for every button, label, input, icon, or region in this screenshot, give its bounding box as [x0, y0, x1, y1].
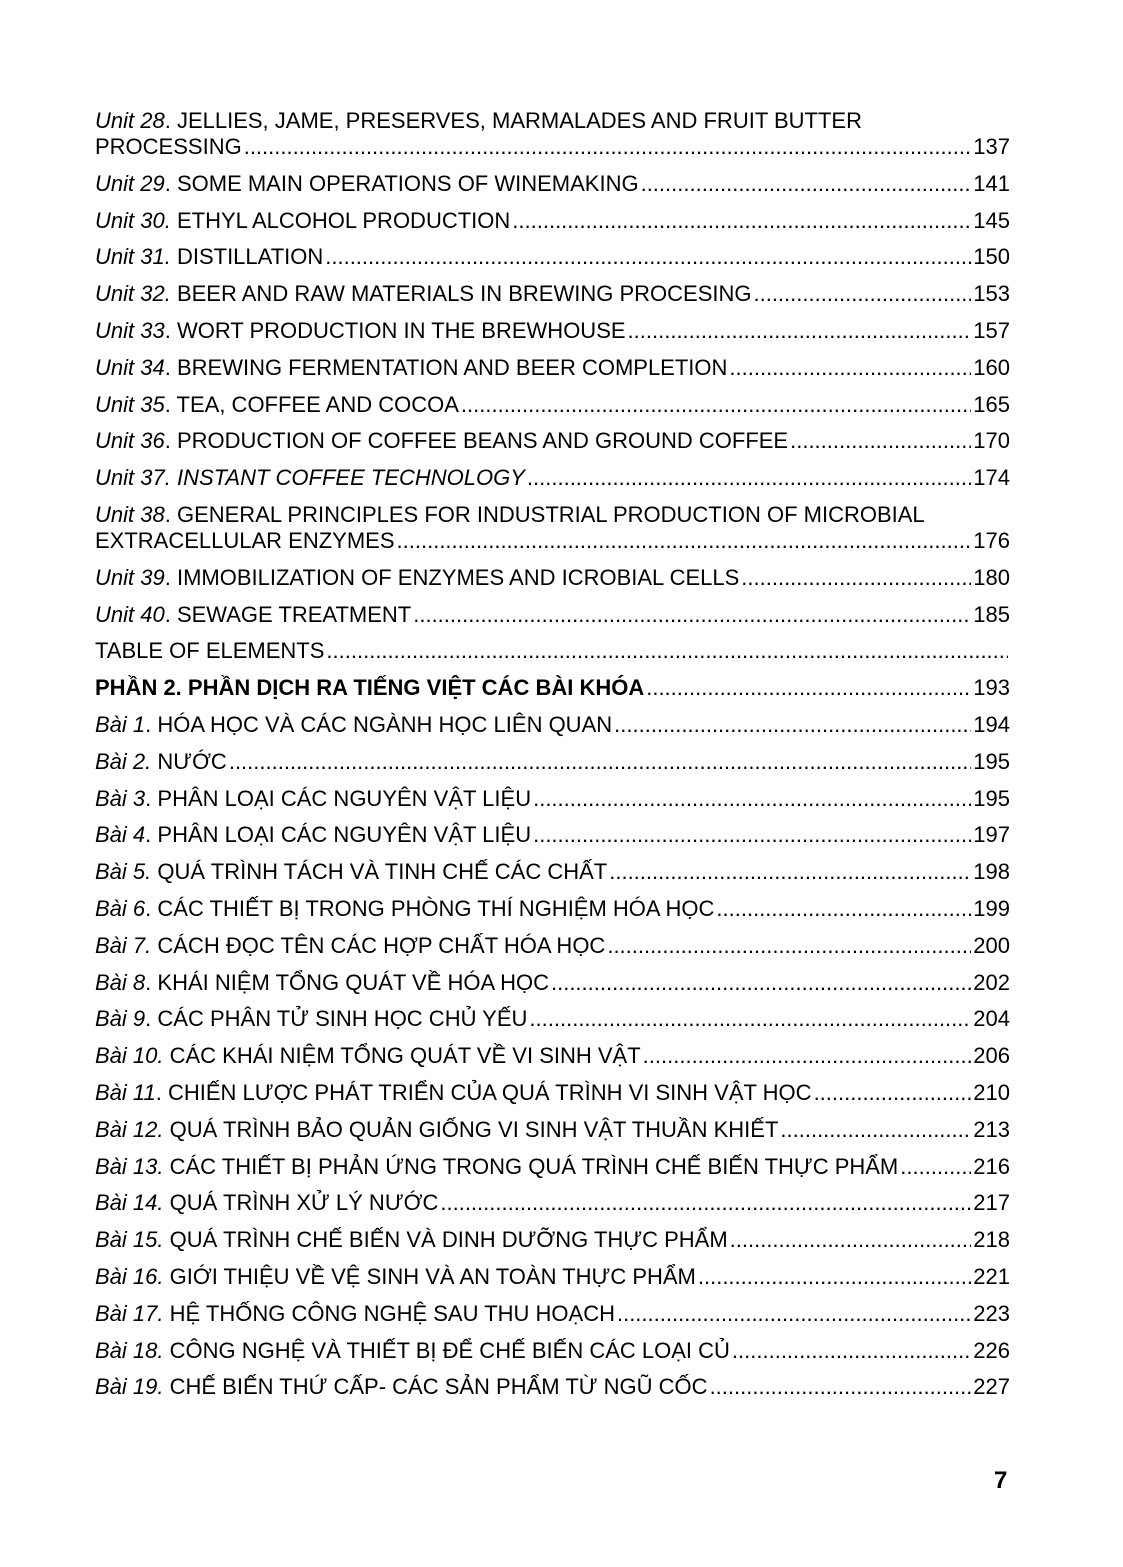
toc-entry-separator: .	[145, 711, 158, 737]
dot-leader	[617, 1301, 971, 1327]
toc-entry[interactable]	[95, 108, 1010, 160]
toc-entry[interactable]	[95, 1264, 1010, 1290]
toc-entry-page: 210	[973, 1079, 1010, 1105]
toc-entry-label: Bài 13.	[95, 1153, 164, 1179]
toc-entry-label: Unit 29	[95, 170, 165, 196]
dot-leader	[413, 602, 971, 628]
toc-entry-label: Unit 35	[95, 391, 165, 417]
toc-entry-label: Bài 19.	[95, 1374, 164, 1400]
toc-entry-page: 221	[973, 1263, 1010, 1289]
dot-leader	[716, 896, 971, 922]
toc-entry[interactable]	[95, 1301, 1010, 1327]
toc-entry-title: GIỚI THIỆU VỀ VỆ SINH VÀ AN TOÀN THỰC PHẨM	[169, 1263, 696, 1289]
toc-entry-label: Bài 8	[95, 969, 146, 995]
dot-leader	[529, 1006, 971, 1032]
toc-entry-page: 195	[973, 748, 1010, 774]
toc-entry[interactable]	[95, 1043, 1010, 1069]
toc-entry[interactable]	[95, 392, 1010, 418]
dot-leader	[729, 355, 971, 381]
toc-entry-page: 145	[973, 207, 1010, 233]
toc-entry-label: Unit 39	[95, 564, 165, 590]
toc-entry-separator: .	[145, 895, 158, 921]
toc-entry-separator: .	[164, 317, 177, 343]
toc-entry-separator: .	[155, 1079, 168, 1105]
toc-entry-title: WORT PRODUCTION IN THE BREWHOUSE	[176, 317, 626, 343]
toc-entry-page: 217	[973, 1190, 1010, 1216]
toc-entry-title-line1: GENERAL PRINCIPLES FOR INDUSTRIAL PRODUCTION OF MICROBIAL	[176, 501, 925, 527]
toc-entry-label: Bài 4	[95, 822, 146, 848]
toc-entry-title: PHÂN LOẠI CÁC NGUYÊN VẬT LIỆU	[157, 785, 532, 811]
toc-entry-title: CÁCH ĐỌC TÊN CÁC HỢP CHẤT HÓA HỌC	[157, 932, 606, 958]
toc-entry-title: TEA, COFFEE AND COCOA	[176, 391, 459, 417]
dot-leader	[900, 1154, 971, 1180]
toc-entry-label: Bài 17.	[95, 1300, 164, 1326]
dot-leader	[397, 528, 972, 554]
toc-entry-title: CÁC THIẾT BỊ TRONG PHÒNG THÍ NGHIỆM HÓA HỌC	[157, 895, 715, 921]
dot-leader	[753, 281, 971, 307]
toc-entry-page: 141	[973, 170, 1010, 196]
toc-entry-title: SOME MAIN OPERATIONS OF WINEMAKING	[176, 170, 639, 196]
toc-entry-title: CÔNG NGHỆ VÀ THIẾT BỊ ĐỂ CHẾ BIẾN CÁC LOẠI CỦ	[169, 1337, 730, 1363]
dot-leader	[609, 859, 971, 885]
toc-entry-page: 218	[973, 1227, 1010, 1253]
toc-entry[interactable]	[95, 822, 1010, 848]
toc-entry-page: 223	[973, 1300, 1010, 1326]
dot-leader	[641, 171, 972, 197]
toc-entry-page: 202	[973, 969, 1010, 995]
toc-entry-label: Unit 32.	[95, 281, 171, 307]
toc-entry-label: Unit 33	[95, 317, 165, 343]
toc-entry-label: Bài 7.	[95, 932, 152, 958]
toc-entry-page: 176	[973, 527, 1010, 553]
toc-entry-page: 185	[973, 601, 1010, 627]
toc-entry-title-line1: JELLIES, JAME, PRESERVES, MARMALADES AND FRUIT BUTTER	[176, 108, 862, 133]
dot-leader	[710, 1374, 972, 1400]
dot-leader	[461, 392, 971, 418]
toc-entry[interactable]	[95, 1117, 1010, 1143]
toc-entry-separator: .	[164, 601, 177, 627]
toc-entry[interactable]	[95, 171, 1010, 197]
toc-entry[interactable]	[95, 859, 1010, 885]
toc-entry-title: CÁC KHÁI NIỆM TỔNG QUÁT VỀ VI SINH VẬT	[169, 1043, 641, 1069]
dot-leader	[533, 786, 971, 812]
toc-entry-separator: .	[145, 1006, 158, 1032]
toc-entry-page: 150	[973, 244, 1010, 270]
toc-entry-page: 193	[973, 675, 1010, 701]
toc-entry-label: Unit 38	[95, 501, 165, 527]
toc-entry-label: Bài 16.	[95, 1263, 164, 1289]
dot-leader	[440, 1190, 971, 1216]
toc-entry-title: ETHYL ALCOHOL PRODUCTION	[176, 207, 511, 233]
dot-leader	[732, 1338, 971, 1364]
toc-entry-title: PHÂN LOẠI CÁC NGUYÊN VẬT LIỆU	[157, 822, 532, 848]
toc-entry-title: BREWING FERMENTATION AND BEER COMPLETION	[176, 354, 728, 380]
dot-leader	[814, 1080, 972, 1106]
table-of-contents	[95, 108, 1010, 1411]
toc-entry-title: TABLE OF ELEMENTS	[95, 638, 325, 664]
toc-entry-title: QUÁ TRÌNH TÁCH VÀ TINH CHẾ CÁC CHẤT	[157, 859, 608, 885]
toc-entry-separator: .	[164, 564, 177, 590]
dot-leader	[628, 318, 972, 344]
toc-entry[interactable]	[95, 208, 1010, 234]
toc-entry-label: Unit 36	[95, 428, 165, 454]
toc-entry-page: 200	[973, 932, 1010, 958]
toc-entry-title: EXTRACELLULAR ENZYMES	[95, 527, 395, 553]
page-number: 7	[994, 1467, 1008, 1494]
dot-leader	[326, 638, 1008, 664]
toc-entry[interactable]	[95, 638, 1010, 664]
toc-entry-label: Bài 11	[95, 1079, 156, 1105]
toc-entry-page: 165	[973, 391, 1010, 417]
toc-entry-separator: .	[145, 822, 158, 848]
toc-entry-separator: .	[164, 108, 177, 133]
toc-entry-title: CÁC THIẾT BỊ PHẢN ỨNG TRONG QUÁ TRÌNH CHẾ BIẾN THỰC PHẨM	[169, 1153, 899, 1179]
toc-entry-page: 137	[973, 134, 1010, 159]
dot-leader	[790, 428, 971, 454]
toc-entry-title: IMMOBILIZATION OF ENZYMES AND ICROBIAL CELLS	[176, 564, 740, 590]
dot-leader	[325, 244, 971, 270]
toc-entry-title: HỆ THỐNG CÔNG NGHỆ SAU THU HOẠCH	[169, 1300, 615, 1326]
toc-entry-label: Bài 2.	[95, 748, 152, 774]
toc-entry-separator: .	[164, 501, 177, 527]
dot-leader	[614, 712, 971, 738]
toc-entry-label: Bài 5.	[95, 859, 152, 885]
toc-entry-page: 157	[973, 317, 1010, 343]
toc-entry-title: BEER AND RAW MATERIALS IN BREWING PROCESING	[176, 281, 752, 307]
toc-entry-page: 174	[973, 465, 1010, 491]
dot-leader	[533, 822, 971, 848]
toc-entry-label: Bài 6	[95, 895, 146, 921]
toc-entry-label: Bài 10.	[95, 1043, 164, 1069]
toc-entry-separator: .	[164, 391, 177, 417]
toc-entry-page: 204	[973, 1006, 1010, 1032]
toc-entry-label: Unit 34	[95, 354, 165, 380]
toc-entry-title: PHẦN 2. PHẦN DỊCH RA TIẾNG VIỆT CÁC BÀI KHÓA	[95, 675, 645, 701]
toc-entry-page: 206	[973, 1043, 1010, 1069]
toc-entry-page: 197	[973, 822, 1010, 848]
toc-entry-separator: .	[164, 428, 177, 454]
toc-entry-label: Bài 14.	[95, 1190, 164, 1216]
toc-entry[interactable]	[95, 355, 1010, 381]
toc-entry-label: Unit 37.	[95, 465, 171, 491]
dot-leader	[741, 565, 971, 591]
toc-entry[interactable]	[95, 465, 1010, 491]
toc-entry-page: 180	[973, 564, 1010, 590]
toc-entry[interactable]	[95, 675, 1010, 701]
toc-entry-label: Bài 18.	[95, 1337, 164, 1363]
toc-entry[interactable]	[95, 502, 1010, 554]
toc-entry[interactable]	[95, 786, 1010, 812]
toc-entry-title: HÓA HỌC VÀ CÁC NGÀNH HỌC LIÊN QUAN	[157, 711, 613, 737]
dot-leader	[527, 465, 971, 491]
toc-entry-label: Bài 15.	[95, 1227, 164, 1253]
toc-entry-page: 160	[973, 354, 1010, 380]
toc-entry-label: Bài 1	[95, 711, 146, 737]
toc-entry-title: DISTILLATION	[176, 244, 324, 270]
toc-entry-label: Bài 3	[95, 785, 146, 811]
dot-leader	[229, 749, 971, 775]
toc-entry[interactable]	[95, 1006, 1010, 1032]
toc-entry-separator: .	[145, 969, 158, 995]
toc-entry-title: QUÁ TRÌNH BẢO QUẢN GIỐNG VI SINH VẬT THUẦN KHIẾT	[169, 1116, 779, 1142]
toc-entry[interactable]	[95, 428, 1010, 454]
toc-entry-page: 194	[973, 711, 1010, 737]
dot-leader	[730, 1227, 972, 1253]
toc-entry-title: QUÁ TRÌNH XỬ LÝ NƯỚC	[169, 1190, 439, 1216]
dot-leader	[698, 1264, 971, 1290]
toc-entry[interactable]	[95, 1080, 1010, 1106]
toc-entry-page: 199	[973, 895, 1010, 921]
toc-entry[interactable]	[95, 281, 1010, 307]
toc-entry-title: SEWAGE TREATMENT	[176, 601, 412, 627]
dot-leader	[643, 1043, 972, 1069]
toc-entry-page: 170	[973, 428, 1010, 454]
toc-entry-title: NƯỚC	[157, 748, 227, 774]
toc-entry[interactable]	[95, 896, 1010, 922]
toc-entry[interactable]	[95, 1227, 1010, 1253]
toc-entry-title: PROCESSING	[95, 134, 242, 159]
toc-entry-page: 198	[973, 859, 1010, 885]
toc-entry-page: 213	[973, 1116, 1010, 1142]
toc-entry-label: Unit 40	[95, 601, 165, 627]
toc-entry-title: CÁC PHÂN TỬ SINH HỌC CHỦ YẾU	[157, 1006, 528, 1032]
toc-entry[interactable]	[95, 1190, 1010, 1216]
toc-entry-label: Bài 12.	[95, 1116, 164, 1142]
toc-entry-page: 153	[973, 281, 1010, 307]
toc-entry-page: 195	[973, 785, 1010, 811]
toc-entry[interactable]	[95, 1338, 1010, 1364]
dot-leader	[512, 208, 971, 234]
toc-entry-title: INSTANT COFFEE TECHNOLOGY	[176, 465, 525, 491]
toc-entry-title: KHÁI NIỆM TỔNG QUÁT VỀ HÓA HỌC	[157, 969, 549, 995]
toc-entry-title: CHẾ BIẾN THỨ CẤP- CÁC SẢN PHẨM TỪ NGŨ CỐC	[169, 1374, 708, 1400]
toc-entry-label: Unit 30.	[95, 207, 171, 233]
toc-entry[interactable]	[95, 565, 1010, 591]
toc-entry-page: 216	[973, 1153, 1010, 1179]
toc-entry[interactable]	[95, 970, 1010, 996]
dot-leader	[244, 134, 972, 160]
toc-entry[interactable]	[95, 1374, 1010, 1400]
toc-entry-page: 227	[973, 1374, 1010, 1400]
toc-entry-separator: .	[164, 170, 177, 196]
dot-leader	[607, 933, 971, 959]
toc-entry-separator: .	[164, 354, 177, 380]
toc-entry-label: Bài 9	[95, 1006, 146, 1032]
toc-entry-label: Unit 31.	[95, 244, 171, 270]
toc-entry[interactable]	[95, 602, 1010, 628]
toc-entry-title: CHIẾN LƯỢC PHÁT TRIỂN CỦA QUÁ TRÌNH VI SINH VẬT HỌC	[167, 1079, 812, 1105]
toc-entry[interactable]	[95, 712, 1010, 738]
toc-entry[interactable]	[95, 1154, 1010, 1180]
toc-entry-page: 226	[973, 1337, 1010, 1363]
toc-entry[interactable]	[95, 749, 1010, 775]
toc-entry[interactable]	[95, 933, 1010, 959]
toc-entry[interactable]	[95, 318, 1010, 344]
dot-leader	[646, 675, 971, 701]
dot-leader	[551, 970, 971, 996]
toc-entry-label: Unit 28	[95, 108, 165, 133]
toc-entry-separator: .	[145, 785, 158, 811]
toc-entry-title: QUÁ TRÌNH CHẾ BIẾN VÀ DINH DƯỠNG THỰC PHẨM	[169, 1227, 728, 1253]
dot-leader	[780, 1117, 971, 1143]
toc-entry-title: PRODUCTION OF COFFEE BEANS AND GROUND COFFEE	[176, 428, 789, 454]
toc-entry[interactable]	[95, 244, 1010, 270]
